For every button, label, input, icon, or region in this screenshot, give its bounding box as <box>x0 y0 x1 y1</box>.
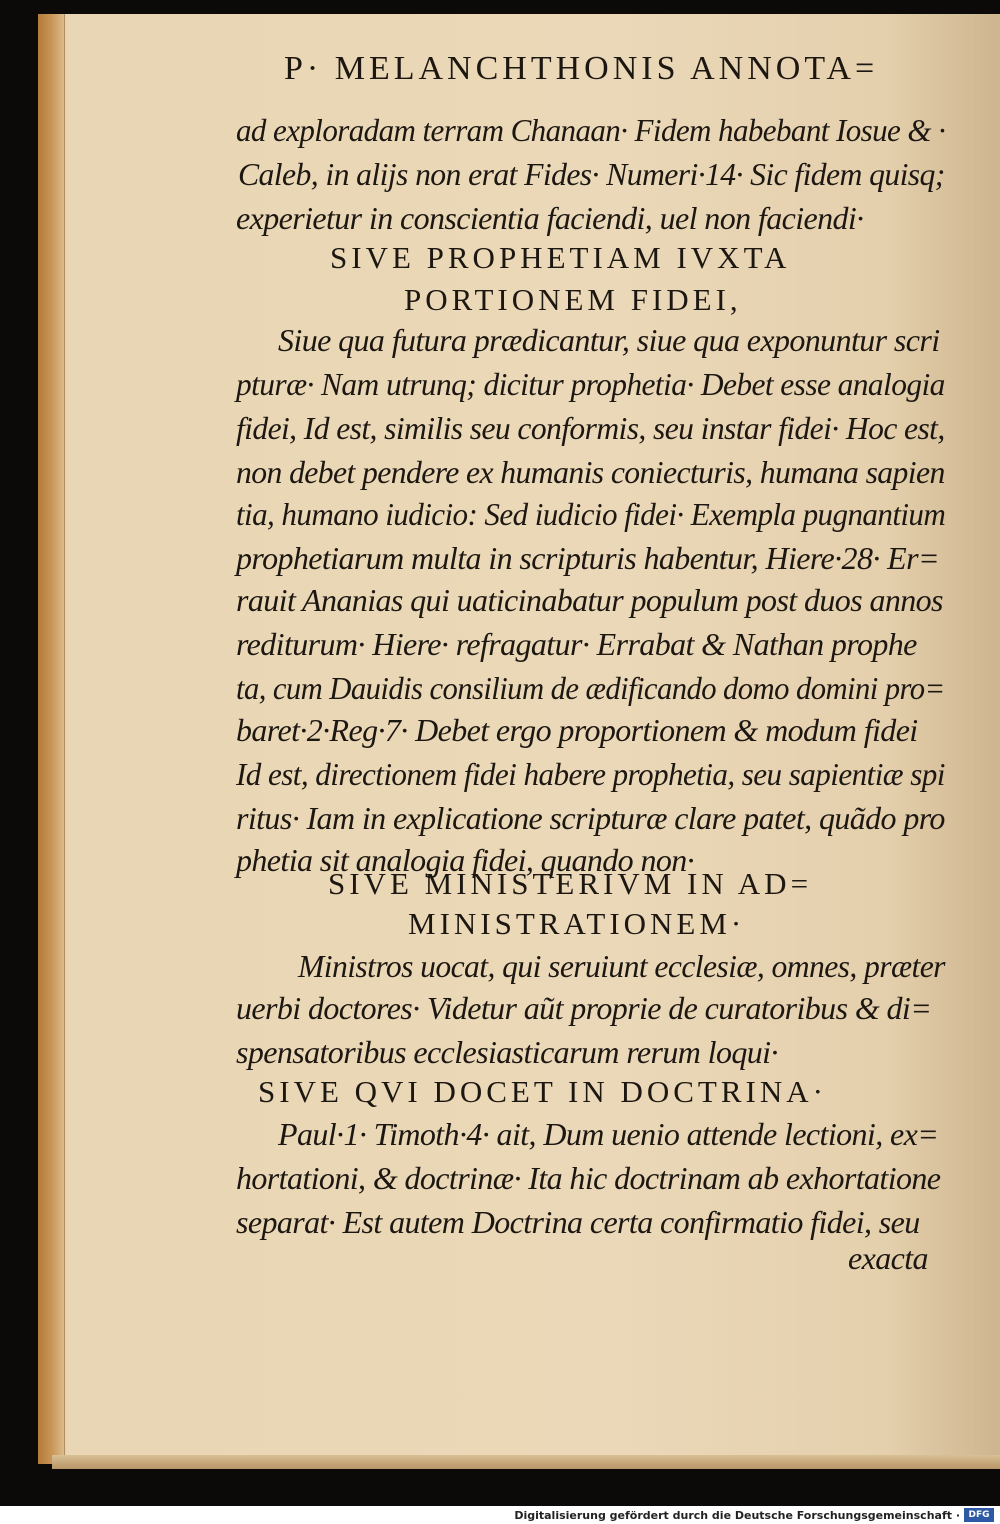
text-line: ad exploradam terram Chanaan· Fidem habebant Iosue & · <box>236 112 946 148</box>
text-line: tia, humano iudicio: Sed iudicio fidei· Exempla pugnantium <box>236 496 946 532</box>
text-line: baret·2·Reg·7· Debet ergo proportionem & modum fidei <box>236 712 918 748</box>
text-line: Id est, directionem fidei habere prophetia, seu sapientiæ spi <box>236 756 945 792</box>
text-line: Ministros uocat, qui seruiunt ecclesiæ, omnes, præter <box>298 948 945 984</box>
text-line: uerbi doctores· Videtur aũt proprie de curatoribus & di= <box>236 990 932 1026</box>
digitization-credit: Digitalisierung gefördert durch die Deutsche Forschungsgemeinschaft · <box>514 1509 960 1522</box>
catchword: exacta <box>848 1240 928 1276</box>
text-line: hortationi, & doctrinæ· Ita hic doctrinam ab exhortatione <box>236 1160 941 1196</box>
dfg-logo[interactable]: DFG <box>964 1508 994 1522</box>
text-line: fidei, Id est, similis seu conformis, seu instar fidei· Hoc est, <box>236 410 945 446</box>
text-line: rediturum· Hiere· refragatur· Errabat & Nathan prophe <box>236 626 917 662</box>
page-gutter-edge <box>38 14 65 1464</box>
running-head: P· MELANCHTHONIS ANNOTA= <box>284 50 879 87</box>
text-line: pturæ· Nam utrunq; dicitur prophetia· Debet esse analogia <box>236 366 945 402</box>
page-bottom-edge <box>52 1455 1000 1469</box>
text-line: separat· Est autem Doctrina certa confirmatio fidei, seu <box>236 1204 920 1240</box>
text-line: rauit Ananias qui uaticinabatur populum post duos annos <box>236 582 943 618</box>
section-heading: SIVE QVI DOCET IN DOCTRINA· <box>258 1074 827 1109</box>
section-heading: SIVE MINISTERIVM IN AD= <box>328 866 813 901</box>
text-line: ta, cum Dauidis consilium de ædificando domo domini pro= <box>236 670 945 706</box>
text-line: Siue qua futura prædicantur, siue qua exponuntur scri <box>278 322 940 358</box>
text-line: prophetiarum multa in scripturis habentur, Hiere·28· Er= <box>236 540 939 576</box>
text-line: spensatoribus ecclesiasticarum rerum loqui· <box>236 1034 778 1070</box>
text-line: phetia sit analogia fidei, quando non· <box>236 842 695 878</box>
text-line: ritus· Iam in explicatione scripturæ clare patet, quãdo pro <box>236 800 945 836</box>
text-line: Caleb, in alijs non erat Fides· Numeri·14· Sic fidem quisq; <box>238 156 945 192</box>
text-line: non debet pendere ex humanis coniecturis, humana sapien <box>236 454 945 490</box>
text-line: Paul·1· Timoth·4· ait, Dum uenio attende lectioni, ex= <box>278 1116 939 1152</box>
section-heading: MINISTRATIONEM· <box>408 906 746 941</box>
section-heading: SIVE PROPHETIAM IVXTA <box>330 240 791 275</box>
section-heading: PORTIONEM FIDEI, <box>404 282 742 317</box>
text-line: experietur in conscientia faciendi, uel non faciendi· <box>236 200 864 236</box>
